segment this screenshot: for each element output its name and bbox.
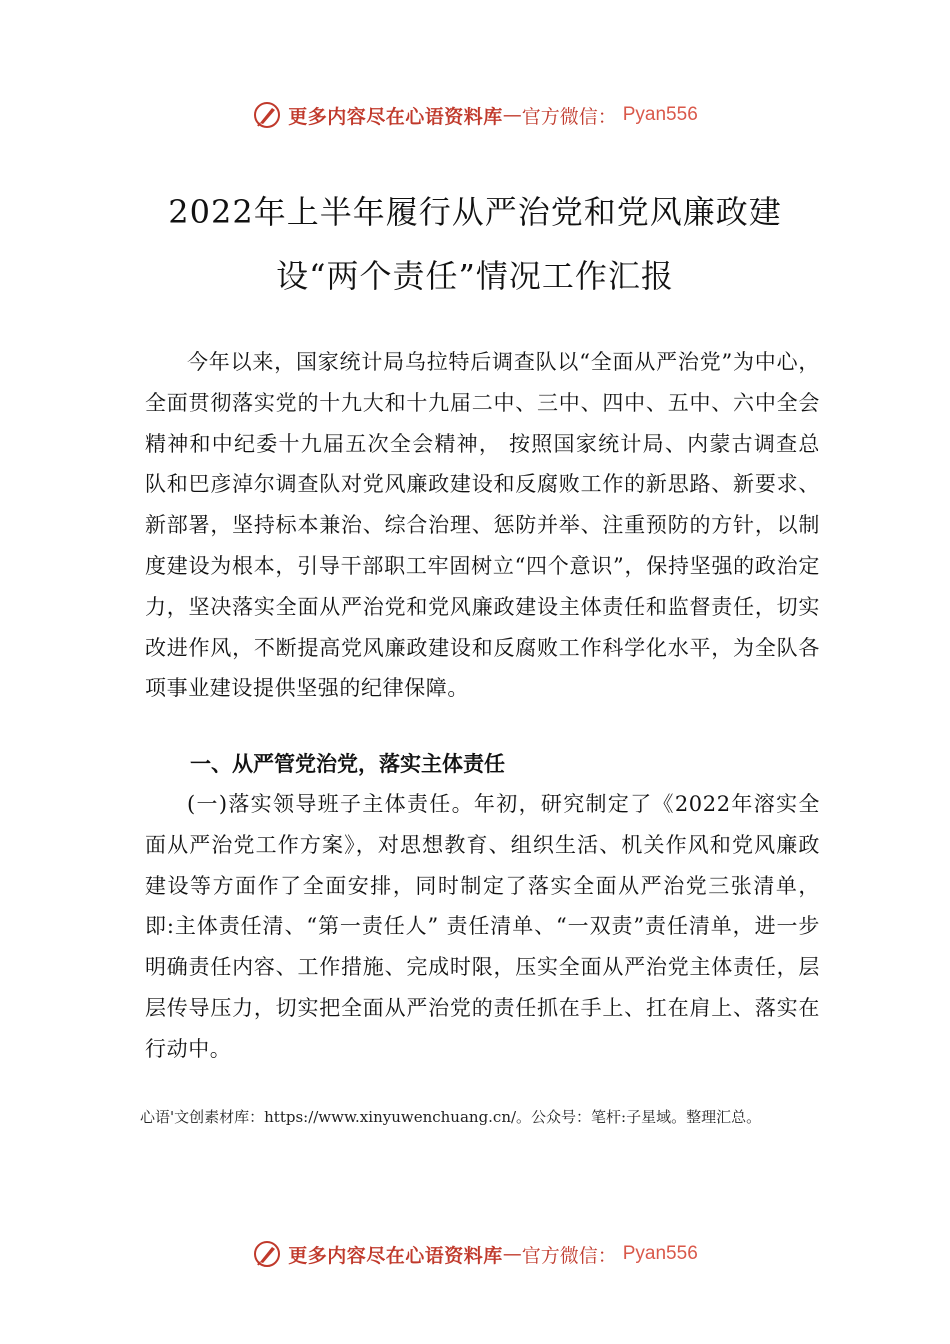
quill-pen-logo-icon [252, 100, 282, 130]
source-note: 心语'文创素材库：https://www.xinyuwenchuang.cn/。公众号：笔杆:子星域。整理汇总。 [140, 1108, 762, 1126]
subsection-paragraph-1: (一)落实领导班子主体责任。年初，研究制定了《2022年溶实全面从严治党工作方案》，对思想教育、组织生活、机关作风和党风廉政建设等方面作了全面安排，同时制定了落实全面从严治党三张清单，即:主体责任清、“第一责任人” 责任清单、“一双责”责任清单，进一步明确责任内容、工作措施、完成时限，压实全面从严治党主体责任，层层传导压力，切实把全面从严治党的责任抓在手上、扛在肩上、落实在行动中。 [145, 792, 820, 1061]
banner-brand-text: 更多内容尽在心语资料库 [288, 1244, 503, 1267]
banner-brand-text: 更多内容尽在心语资料库 [288, 105, 503, 128]
bottom-banner [0, 1234, 950, 1274]
section-heading-1: 一、从严管党治党，落实主体责任 [190, 752, 505, 776]
intro-paragraph: 今年以来，国家统计局乌拉特后调查队以“全面从严治党”为中心，全面贯彻落实党的十九大和十九届二中、三中、四中、五中、六中全会精神和中纪委十九届五次全会精神， 按照国家统计局、内蒙古调查总队和巴彦淖尔调查队对党风廉政建设和反腐败工作的新思路、新要求、新部署，坚持标本兼治、综合治理、惩防并举、注重预防的方针，以制度建设为根本，引导干部职工牢固树立“四个意识”，保持坚强的政治定力，坚决落实全面从严治党和党风廉政建设主体责任和监督责任，切实改进作风，不断提高党风廉政建设和反腐败工作科学化水平，为全队各项事业建设提供坚强的纪律保障。 [145, 350, 820, 701]
banner-official-label: 官方微信： [521, 105, 617, 128]
banner-wechat-id: Pyan556 [622, 1243, 698, 1264]
banner-dash: — [502, 1243, 522, 1265]
banner-official-label: 官方微信： [521, 1244, 617, 1267]
banner-dash: — [502, 104, 522, 126]
top-banner [0, 95, 950, 135]
quill-pen-logo-icon [252, 1239, 282, 1269]
title-line-2: 设“两个责任”情况工作汇报 [276, 257, 674, 295]
banner-wechat-id: Pyan556 [622, 104, 698, 125]
document-title [0, 180, 950, 308]
title-line-1: 2022年上半年履行从严治党和党风廉政建 [168, 193, 782, 231]
